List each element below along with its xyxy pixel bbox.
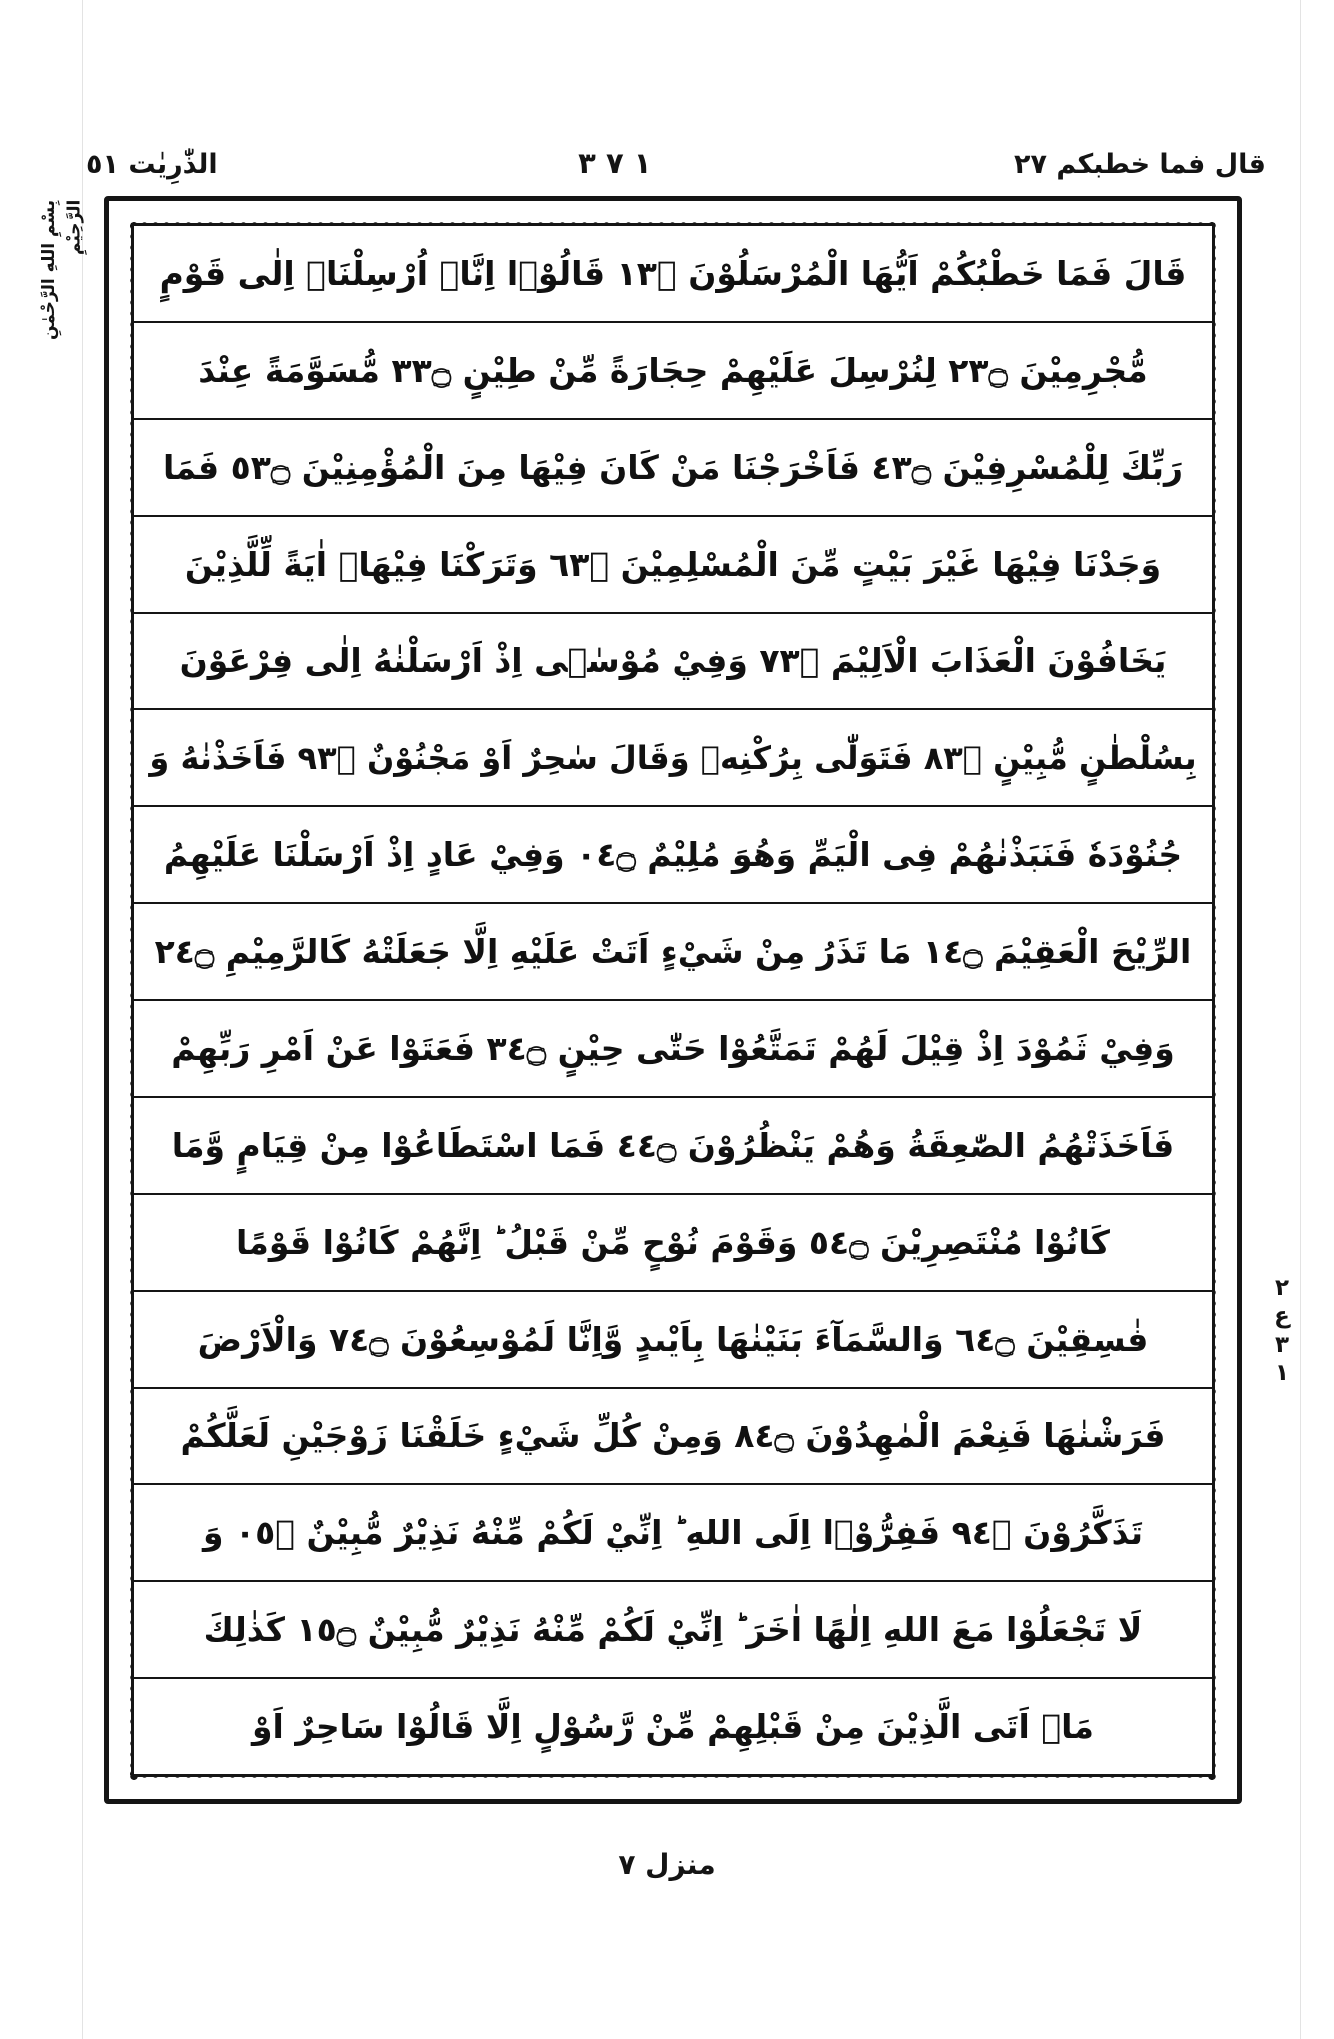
- ayah-line: [134, 1485, 1212, 1582]
- ayah-line: [134, 517, 1212, 614]
- ayah-line: [134, 226, 1212, 323]
- ayah-line: [134, 1195, 1212, 1292]
- margin-ruku-marker: [1252, 1275, 1312, 1465]
- ayah-line-text: فٰسِقِيْنَ ۝٤٦ وَالسَّمَآءَ بَنَيْنٰهَا بِاَيْىدٍ وَّاِنَّا لَمُوْسِعُوْنَ ۝٤٧ وَالْاَرْضَ: [197, 1319, 1149, 1359]
- header-surah-title: الذّٰرِيٰت ٥١: [86, 149, 218, 181]
- page-border-outer: [104, 196, 1242, 1804]
- ayah-line: [134, 323, 1212, 420]
- ayah-line: [134, 1679, 1212, 1774]
- ayah-line: [134, 1389, 1212, 1486]
- ayah-line-text: وَفِيْ ثَمُوْدَ اِذْ قِيْلَ لَهُمْ تَمَتَّعُوْا حَتّٰى حِيْنٍ ۝٤٣ فَعَتَوْا عَنْ اَمْرِ رَبِّهِمْ: [171, 1028, 1175, 1068]
- page-footer: [0, 1848, 1334, 1881]
- ayah-line-text: الرِّيْحَ الْعَقِيْمَ ۝٤١ مَا تَذَرُ مِنْ شَيْءٍ اَتَتْ عَلَيْهِ اِلَّا جَعَلَتْهُ كَالرَّمِيْمِ ۝٤٢: [154, 932, 1192, 972]
- ruku-sub: ٣: [1274, 1331, 1290, 1358]
- sheet-edge-right: [1300, 0, 1301, 2039]
- ayah-line: [134, 710, 1212, 807]
- ayah-line-text: قَالَ فَمَا خَطْبُكُمْ اَيُّهَا الْمُرْسَلُوْنَ ۝٣١ قَالُوْۤا اِنَّاۤ اُرْسِلْنَاۤ اِلٰى قَوْمٍ: [159, 253, 1187, 293]
- ayah-line: [134, 614, 1212, 711]
- ayah-line: [134, 1582, 1212, 1679]
- footer-manzil-label: منزل ٧: [618, 1848, 716, 1881]
- ayah-line: [134, 1292, 1212, 1389]
- ayah-line-text: لَا تَجْعَلُوْا مَعَ اللهِ اِلٰهًا اٰخَرَ ؕ اِنِّيْ لَكُمْ مِّنْهُ نَذِيْرٌ مُّبِيْنٌ ۝٥١ كَذٰلِكَ: [203, 1610, 1143, 1650]
- ruku-number: ٢: [1274, 1275, 1290, 1301]
- header-page-indicator: ١ ٧ ٣: [578, 146, 652, 181]
- ayah-line-list: [134, 226, 1212, 1774]
- ayah-line-text: فَرَشْنٰهَا فَنِعْمَ الْمٰهِدُوْنَ ۝٤٨ وَمِنْ كُلِّ شَيْءٍ خَلَقْنَا زَوْجَيْنِ لَعَلَّكُمْ: [180, 1416, 1166, 1456]
- header-juz-title: قال فما خطبكم ٢٧: [1014, 149, 1266, 181]
- ayah-line-text: مَاۤ اَتَى الَّذِيْنَ مِنْ قَبْلِهِمْ مِّنْ رَّسُوْلٍ اِلَّا قَالُوْا سَاحِرٌ اَوْ: [252, 1707, 1094, 1747]
- ayah-line-text: فَاَخَذَتْهُمُ الصّٰعِقَةُ وَهُمْ يَنْظُرُوْنَ ۝٤٤ فَمَا اسْتَطَاعُوْا مِنْ قِيَامٍ وَّمَا: [171, 1125, 1175, 1165]
- ayah-line-text: كَانُوْا مُنْتَصِرِيْنَ ۝٤٥ وَقَوْمَ نُوْحٍ مِّنْ قَبْلُ ؕ اِنَّهُمْ كَانُوْا قَوْمًا: [236, 1222, 1110, 1262]
- running-header: [86, 118, 1266, 180]
- ayah-line: [134, 904, 1212, 1001]
- ruku-symbol: ع: [1274, 1303, 1290, 1330]
- ayah-line-text: وَجَدْنَا فِيْهَا غَيْرَ بَيْتٍ مِّنَ الْمُسْلِمِيْنَ ۝٣٦ وَتَرَكْنَا فِيْهَاۤ اٰيَةً لِّلَّذِيْنَ: [184, 544, 1162, 584]
- page-border-inner: [131, 223, 1215, 1777]
- ayah-line: [134, 1001, 1212, 1098]
- margin-note-text: بِسْمِ اللهِ الرَّحْمٰنِ الرَّحِيْمِ: [38, 200, 84, 341]
- ayah-line-text: رَبِّكَ لِلْمُسْرِفِيْنَ ۝٣٤ فَاَخْرَجْنَا مَنْ كَانَ فِيْهَا مِنَ الْمُؤْمِنِيْنَ ۝٣٥ فَمَا: [162, 447, 1184, 487]
- ayah-line-text: بِسُلْطٰنٍ مُّبِيْنٍ ۝٣٨ فَتَوَلّٰى بِرُكْنِهٖ وَقَالَ سٰحِرٌ اَوْ مَجْنُوْنٌ ۝٣٩ فَاَخَذْنٰهُ وَ: [149, 738, 1197, 777]
- ayah-line: [134, 420, 1212, 517]
- ayah-line-text: مُّجْرِمِيْنَ ۝٣٢ لِنُرْسِلَ عَلَيْهِمْ حِجَارَةً مِّنْ طِيْنٍ ۝٣٣ مُّسَوَّمَةً عِنْدَ: [198, 350, 1148, 390]
- ayah-line-text: يَخَافُوْنَ الْعَذَابَ الْاَلِيْمَ ۝٣٧ وَفِيْ مُوْسٰۤى اِذْ اَرْسَلْنٰهُ اِلٰى فِرْعَوْنَ: [179, 641, 1167, 681]
- ruku-extra: ١: [1274, 1360, 1290, 1387]
- margin-note-basmala: [30, 200, 94, 350]
- ayah-line: [134, 1098, 1212, 1195]
- ayah-line: [134, 807, 1212, 904]
- ayah-line-text: جُنُوْدَهٗ فَنَبَذْنٰهُمْ فِى الْيَمِّ وَهُوَ مُلِيْمٌ ۝٤٠ وَفِيْ عَادٍ اِذْ اَرْسَلْنَا عَلَيْهِمُ: [163, 835, 1183, 875]
- ayah-line-text: تَذَكَّرُوْنَ ۝٤٩ فَفِرُّوْۤا اِلَى اللهِ ؕ اِنِّيْ لَكُمْ مِّنْهُ نَذِيْرٌ مُّبِيْنٌ ۝٥٠ وَ: [202, 1513, 1144, 1553]
